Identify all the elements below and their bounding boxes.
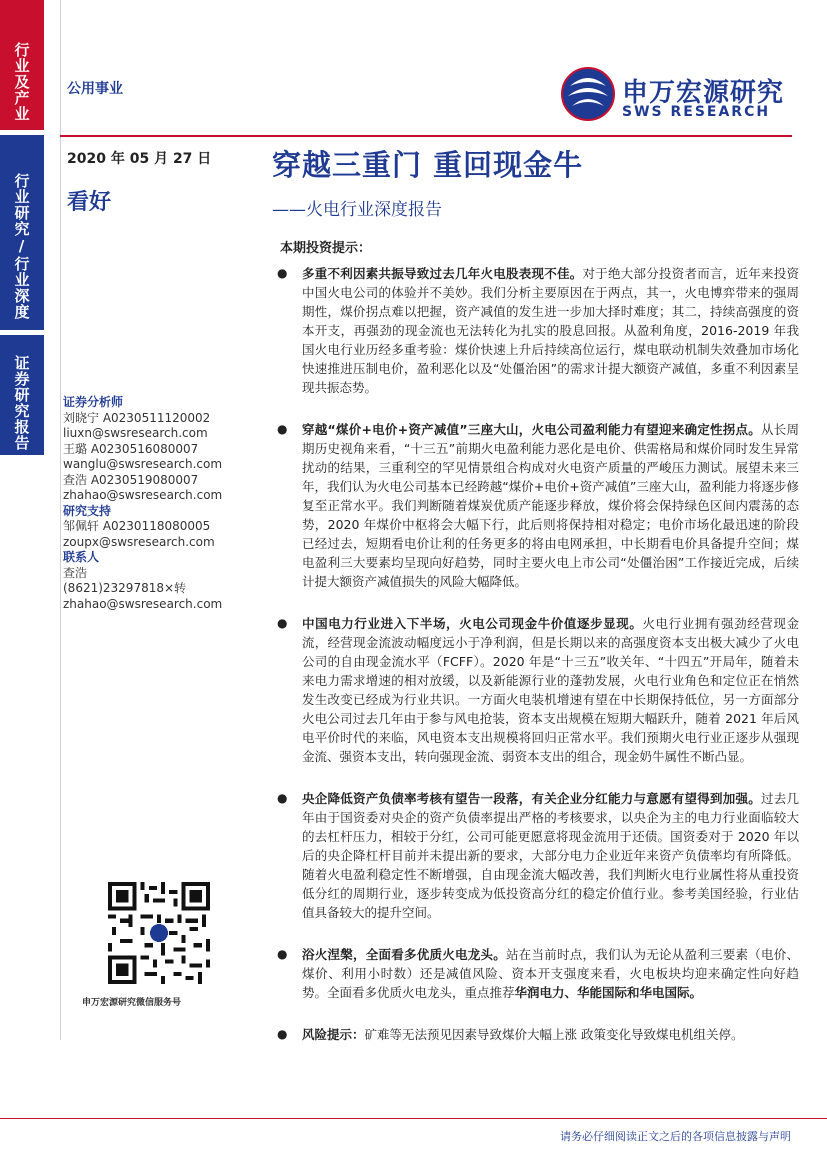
list-item: [274, 1025, 799, 1044]
point-heading: 浴火涅槃，全面看多优质火电龙头。: [302, 947, 506, 962]
list-item: [274, 264, 799, 397]
list-item: [274, 614, 799, 766]
wechat-qr-code: [108, 882, 210, 984]
footer-disclaimer[interactable]: 请务必仔细阅读正文之后的各项信息披露与声明: [560, 1130, 791, 1143]
contact-name: 查浩: [63, 565, 88, 580]
bullet-icon: ●: [277, 266, 288, 280]
bullet-icon: ●: [277, 422, 288, 436]
analyst-heading: 证券分析师: [63, 395, 124, 409]
support-email: zoupx@swsresearch.com: [63, 534, 215, 549]
contact-phone: (8621)23297818×转: [63, 581, 187, 595]
point-text: 从长周期历史视角来看，“十三五”前期火电盈利能力恶化是电价、供需格局和煤价同时发生异常扰动的结果，三重利空的罕见情景组合构成对火电资产质量的严峻压力测试。展望未来三年，我们认为火电公司基本已经跨越“煤价+电价+资产减值”三座大山，盈利能力将逐步修复至正常水平。我们判断随着煤炭优质产能逐步释放，煤价将会保持绿色区间内震荡的态势，2020 年煤价中枢将会大幅下行，此后则将保持相对稳定；电价市场化最迅速的阶段已经过去，短期看电价让利的任务更多的将由电网承担，中长期看电价具备提升空间；煤电盈利三大要素均呈现向好趋势，同时主要火电上市公司“处僵治困”工作接近完成，后续计提大额资产减值损失的风险大幅降低。: [302, 422, 799, 589]
header-divider: [60, 135, 792, 137]
bullet-icon: ●: [277, 791, 288, 805]
point-text: 对于绝大部分投资者而言，近年来投资中国火电公司的体验并不美妙。我们分析主要原因在于两点，其一，火电博弈带来的强周期性，煤价拐点难以把握，资产减值的发生进一步加大择时难度；其二，持续高强度的资本开支，再强劲的现金流也无法转化为扎实的股息回报。从盈利角度，2016-2019 年我国火电行业历经多重考验：煤价快速上升后持续高位运行，煤电联动机制失效叠加市场化快速推进压制电价，盈利恶化以及“处僵治困”的需求计提大额资产减值，多重不利因素呈现共振态势。: [302, 266, 799, 395]
report-rating: 看好: [67, 190, 112, 215]
analyst-email: wanglu@swsresearch.com: [63, 457, 223, 471]
analyst-panel: [63, 395, 263, 612]
footer-divider: [0, 1118, 827, 1119]
report-title: 穿越三重门 重回现金牛: [272, 148, 584, 182]
list-item: [274, 789, 799, 922]
report-subtitle: ——火电行业深度报告: [272, 200, 442, 220]
bullet-icon: ●: [277, 947, 288, 961]
analyst-name: 王璐 A0230516080007: [63, 441, 199, 456]
sws-logo-icon: [560, 66, 616, 122]
analyst-email: zhahao@swsresearch.com: [63, 488, 223, 502]
support-heading: 研究支持: [63, 503, 112, 518]
logo-text-cn: 申万宏源研究: [622, 78, 785, 108]
bullet-icon: ●: [277, 616, 288, 630]
point-text: 过去几年由于国资委对央企的资产负债率提出严格的考核要求，以央企为主的电力行业面临较大的去杠杆压力，相较于分红，公司可能更愿意将现金流用于还债。国资委对于 2020 年以后的央企降杠杆目前并未提出新的要求，大部分电力企业近年来资产负债率均有所降低。随着火电盈利稳定性不断增强，自由现金流大幅改善，我们判断火电行业属性将从重投资低分红的周期行业，逐步转变成为低投资高分红的稳定价值行业。参考美国经验，行业估值具备较大的提升空间。: [302, 791, 799, 920]
analyst-name: 刘晓宁 A0230511120002: [63, 410, 211, 425]
qr-caption: 申万宏源研究微信服务号: [82, 998, 182, 1008]
contact-heading: 联系人: [63, 550, 100, 564]
investment-points: [274, 264, 799, 1067]
point-text: 站在当前时点，我们认为无论从盈利三要素（电价、煤价、利用小时数）还是减值风险、资本开支强度来看，火电板块均迎来确定性向好趋势。全面看多优质火电龙头，重点推荐: [302, 947, 799, 1000]
point-heading: 风险提示：: [302, 1027, 365, 1042]
industry-label: 公用事业: [67, 81, 123, 97]
analyst-name: 查浩 A0230519080007: [63, 472, 199, 487]
sidebar-tab-industry: 行业及产业: [0, 0, 44, 130]
point-text: 矿难等无法预见因素导致煤价大幅上涨 政策变化导致煤电机组关停。: [364, 1027, 744, 1042]
divider-vertical: [60, 0, 61, 1040]
analyst-email: liuxn@swsresearch.com: [63, 426, 208, 440]
bullet-icon: ●: [277, 1027, 288, 1041]
point-heading: 多重不利因素共振导致过去几年火电股表现不佳。: [302, 266, 583, 281]
support-name: 邹佩轩 A0230118080005: [63, 519, 211, 533]
contact-email: zhahao@swsresearch.com: [63, 596, 223, 611]
company-logo: [560, 66, 790, 126]
sidebar-tab-research-type: 行业研究/行业深度: [0, 135, 44, 330]
point-text: 火电行业拥有强劲经营现金流，经营现金流波动幅度远小于净利润，但是长期以来的高强度资本支出极大减少了火电公司的自由现金流水平（FCFF）。2020 年是“十三五”收关年、“十四五”开局年，随着未来电力需求增速的相对放缓，以及新能源行业的蓬勃发展，火电行业角色和定位正在悄然发生改变已经成为行业共识。一方面火电装机增速有望在中长期保持低位，另一方面部分火电公司过去几年由于参与风电抢装，资本支出规模在短期大幅跃升，随着 2021 年后风电平价时代的来临，风电资本支出规模将回归正常水平。我们预期火电行业正逐步从强现金流、强资本支出，转向强现金流、弱资本支出的组合，现金奶牛属性不断凸显。: [302, 616, 799, 764]
point-heading: 中国电力行业进入下半场，火电公司现金牛价值逐步显现。: [302, 616, 643, 631]
sidebar-tab-report-type: 证券研究报告: [0, 335, 44, 455]
point-heading: 穿越“煤价+电价+资产减值”三座大山，火电公司盈利能力有望迎来确定性拐点。: [302, 422, 761, 437]
report-date: 2020 年 05 月 27 日: [67, 151, 212, 167]
point-heading: 央企降低资产负债率考核有望告一段落，有关企业分红能力与意愿有望得到加强。: [302, 791, 761, 806]
summary-heading: 本期投资提示：: [280, 241, 372, 256]
point-recommendation: 华润电力、华能国际和华电国际。: [514, 985, 703, 1000]
logo-text-en: SWS RESEARCH: [622, 104, 771, 120]
list-item: [274, 945, 799, 1002]
list-item: [274, 420, 799, 591]
